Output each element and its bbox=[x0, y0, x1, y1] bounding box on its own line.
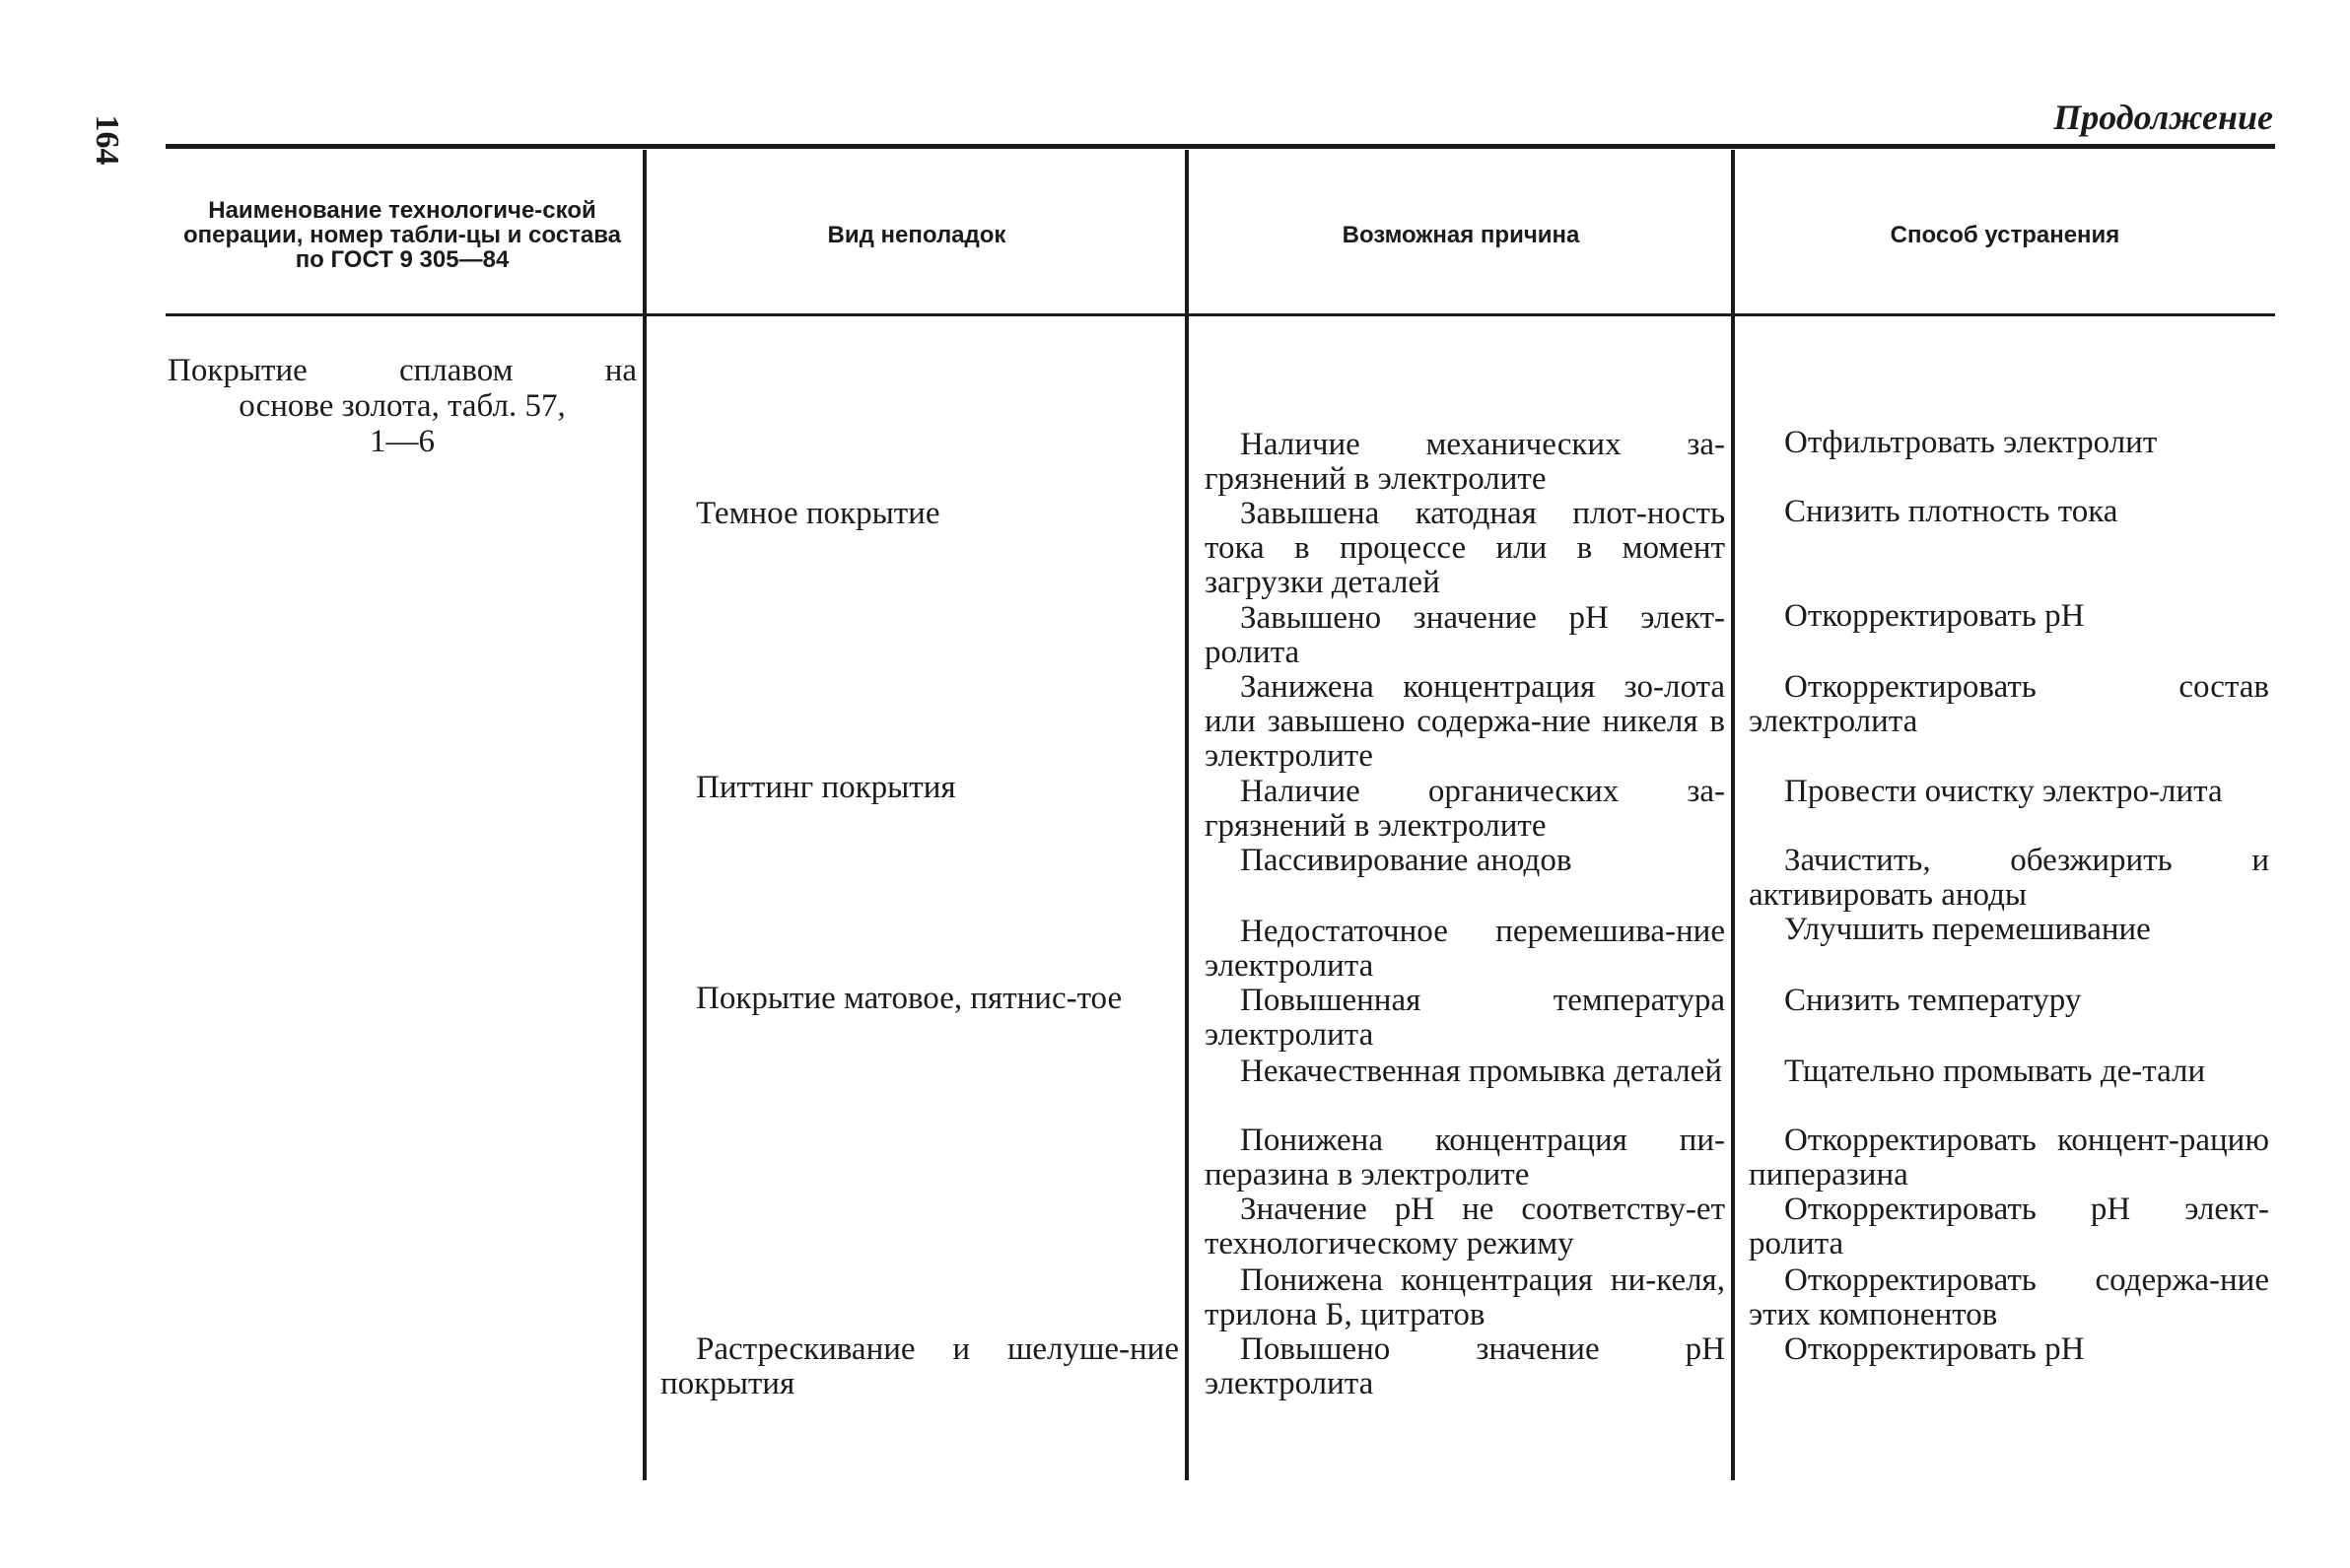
table-top-rule bbox=[166, 144, 2275, 149]
cause-item: Наличие органических за-грязнений в электролите bbox=[1205, 774, 1725, 844]
remedy-item: Откорректировать концент-рацию пиперазина bbox=[1749, 1123, 2269, 1193]
remedy-item: Откорректировать pH bbox=[1784, 598, 2085, 634]
remedy-item: Откорректировать состав электролита bbox=[1749, 669, 2269, 739]
cause-item: Понижена концентрация пи-перазина в электролите bbox=[1205, 1123, 1725, 1193]
header-cause: Возможная причина bbox=[1342, 221, 1580, 248]
defect-item: Покрытие матовое, пятнис-тое bbox=[696, 981, 1123, 1016]
header-remedy: Способ устранения bbox=[1890, 221, 2120, 248]
operation-line-1: Покрытие сплавом на bbox=[168, 353, 637, 388]
remedy-item: Тщательно промывать де-тали bbox=[1784, 1054, 2206, 1089]
column-divider-2 bbox=[1185, 150, 1189, 1480]
page-number: 164 bbox=[89, 114, 125, 166]
cause-item: Занижена концентрация зо-лота или завышено содержа-ние никеля в электролите bbox=[1205, 669, 1725, 774]
cause-item: Значение pH не соответству-ет технологическому режиму bbox=[1205, 1192, 1725, 1261]
remedy-item: Откорректировать pH элект-ролита bbox=[1749, 1192, 2269, 1261]
header-operation: Наименование технологиче-ской операции, номер табли-цы и состава по ГОСТ 9 305—84 bbox=[183, 196, 621, 273]
cause-item: Недостаточное перемешива-ние электролита bbox=[1205, 914, 1725, 984]
remedy-item: Зачистить, обезжирить и активировать аноды bbox=[1749, 843, 2269, 913]
cause-item: Завышена катодная плот-ность тока в процессе или в момент загрузки деталей bbox=[1205, 496, 1725, 600]
column-divider-3 bbox=[1731, 150, 1735, 1480]
remedy-item: Откорректировать содержа-ние этих компонентов bbox=[1749, 1262, 2269, 1332]
operation-name bbox=[168, 353, 637, 459]
cause-item: Наличие механических за-грязнений в электролите bbox=[1205, 427, 1725, 497]
header-defect: Вид неполадок bbox=[827, 221, 1006, 248]
remedy-item: Снизить температуру bbox=[1784, 983, 2082, 1018]
defect-item: Растрескивание и шелуше-ние покрытия bbox=[660, 1331, 1179, 1401]
header-bottom-rule bbox=[166, 313, 2275, 316]
cause-item: Повышенная температура электролита bbox=[1205, 983, 1725, 1053]
operation-line-2: основе золота, табл. 57, bbox=[239, 388, 566, 424]
defect-item: Питтинг покрытия bbox=[696, 770, 956, 805]
cause-item: Повышено значение pH электролита bbox=[1205, 1331, 1725, 1401]
column-divider-1 bbox=[643, 150, 647, 1480]
operation-line-3: 1—6 bbox=[370, 424, 435, 459]
cause-item: Некачественная промывка деталей bbox=[1240, 1054, 1722, 1089]
remedy-item: Откорректировать pH bbox=[1784, 1331, 2085, 1367]
cause-item: Завышено значение pH элект-ролита bbox=[1205, 600, 1725, 670]
remedy-item: Улучшить перемешивание bbox=[1784, 912, 2151, 947]
remedy-item: Провести очистку электро-лита bbox=[1784, 774, 2223, 809]
cause-item: Пассивирование анодов bbox=[1240, 843, 1572, 878]
remedy-item: Снизить плотность тока bbox=[1784, 494, 2118, 529]
continuation-label: Продолжение bbox=[2053, 98, 2273, 137]
defect-item: Темное покрытие bbox=[696, 496, 940, 531]
remedy-item: Отфильтровать электролит bbox=[1784, 425, 2158, 460]
cause-item: Понижена концентрация ни-келя, трилона Б, цитратов bbox=[1205, 1262, 1725, 1332]
